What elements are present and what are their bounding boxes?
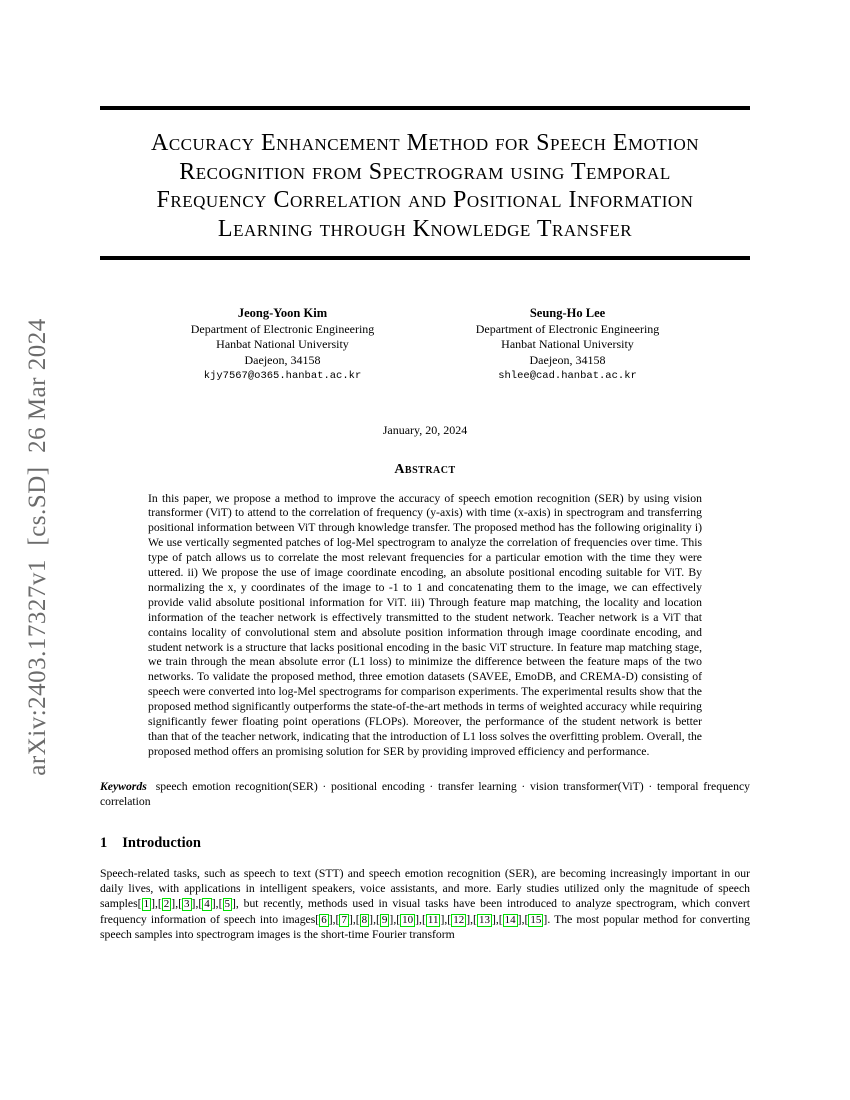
author-affiliation-line: Daejeon, 34158 bbox=[244, 352, 321, 367]
author-block-1 bbox=[140, 306, 425, 385]
title-rule-top bbox=[100, 106, 750, 110]
paper-date: January, 20, 2024 bbox=[382, 422, 468, 437]
author-affiliation-line: Hanbat National University bbox=[216, 337, 349, 351]
author-name: Seung-Ho Lee bbox=[529, 306, 606, 320]
arxiv-watermark: arXiv:2403.17327v1 [cs.SD] 26 Mar 2024 bbox=[24, 318, 51, 776]
citation-link[interactable]: [ 14 ] bbox=[498, 912, 522, 926]
keywords-text: speech emotion recognition(SER) · positional encoding · transfer learning · vision transformer(ViT) · temporal frequency correlation bbox=[100, 779, 750, 808]
author-affiliation-line: Department of Electronic Engineering bbox=[475, 321, 660, 336]
author-affiliation-line: Daejeon, 34158 bbox=[529, 352, 606, 367]
citation-link[interactable]: [ 1 ] bbox=[137, 897, 155, 911]
citation-link[interactable]: [ 2 ] bbox=[157, 897, 176, 911]
paper-title bbox=[100, 129, 750, 243]
authors-block bbox=[100, 306, 750, 385]
citation-link[interactable]: [ 10 ] bbox=[396, 912, 420, 926]
paper-title-line: Recognition from Spectrogram using Temporal bbox=[179, 158, 671, 185]
citation-link[interactable]: [ 11 ] bbox=[421, 912, 445, 926]
keywords-line bbox=[100, 779, 750, 809]
abstract-heading: Abstract bbox=[394, 461, 456, 477]
author-affiliation-line: Department of Electronic Engineering bbox=[190, 321, 375, 336]
section-title: Introduction bbox=[122, 834, 201, 851]
author-email[interactable]: shlee@cad.hanbat.ac.kr bbox=[498, 370, 637, 382]
citation-link[interactable]: [ 15 ] bbox=[524, 912, 548, 926]
paper-title-line: Learning through Knowledge Transfer bbox=[217, 215, 633, 242]
title-rule-bottom bbox=[100, 256, 750, 260]
section-number: 1 bbox=[100, 834, 108, 851]
paper-title-line: Accuracy Enhancement Method for Speech Emotion bbox=[150, 130, 700, 156]
citation-link[interactable]: [ 7 ] bbox=[335, 912, 353, 926]
author-name: Jeong-Yoon Kim bbox=[237, 306, 328, 320]
author-affiliation-line: Hanbat National University bbox=[501, 337, 634, 351]
author-email[interactable]: kjy7567@o365.hanbat.ac.kr bbox=[203, 370, 362, 382]
citation-link[interactable]: [ 6 ] bbox=[315, 912, 333, 926]
citation-link[interactable]: [ 8 ] bbox=[355, 912, 374, 926]
citation-link[interactable]: [ 9 ] bbox=[376, 912, 394, 926]
paper-title-line: Frequency Correlation and Positional Information bbox=[156, 187, 694, 213]
citation-link[interactable]: [ 4 ] bbox=[198, 897, 216, 911]
citation-link[interactable]: [ 12 ] bbox=[447, 912, 471, 926]
section-heading-introduction bbox=[100, 835, 750, 852]
citation-link[interactable]: [ 13 ] bbox=[473, 912, 496, 926]
intro-paragraph: Speech-related tasks, such as speech to text (STT) and speech emotion recognition (SER), are becoming increasingly important in our daily lives, with applications in intelligent speakers, voice assistants, and more. Early studies utilized only the magnitude of speech samples[ 1 ],[ 2 ],[ 3 ],[ 4 ],[ 5 ], but recently, methods used in visual tasks have been introduced to analyze spectrogram, which convert frequency information of speech into images[ 6 ],[ 7 ],[ 8 ],[ 9 ],[ 10 ],[ 11 ],[ 12 ],[ 13 ],[ 14 ],[ 15 ]. The most popular method for converting speech samples into spectrogram images is the short-time Fourier transform bbox=[100, 866, 750, 941]
page-content bbox=[100, 0, 750, 942]
keywords-label: Keywords bbox=[100, 779, 147, 793]
citation-link[interactable]: [ 3 ] bbox=[178, 897, 196, 911]
abstract-text: In this paper, we propose a method to improve the accuracy of speech emotion recognition (SER) by using vision transformer (ViT) to attend to the correlation of frequency (y-axis) with time (x-axis) in spectrogram and transferring positional information between ViT through knowledge transfer. The proposed method has the following originality i) We use vertically segmented patches of log-Mel spectrogram to analyze the correlation of frequencies over time. This type of patch allows us to correlate the most relevant frequencies for a particular emotion with the time they were uttered. ii) We propose the use of image coordinate encoding, an absolute positional encoding suitable for ViT. By normalizing the x, y coordinates of the image to -1 to 1 and concatenating them to the image, we can effectively provide valid absolute positional information for ViT. iii) Through feature map matching, the locality and location information of the teacher network is effectively transmitted to the student network. Teacher network is a ViT that contains locality of convolutional stem and absolute position information through image coordinate encoding, and student network is a structure that lacks positional encoding in the basic ViT structure. In feature map matching stage, we train through the mean absolute error (L1 loss) to minimize the difference between the feature maps of the two networks. To validate the proposed method, three emotion datasets (SAVEE, EmoDB, and CREMA-D) consisting of speech were converted into log-Mel spectrograms for comparison experiments. The experimental results show that the proposed method significantly outperforms the state-of-the-art methods in terms of weighted accuracy while requiring significantly fewer floating point operations (FLOPs). Moreover, the performance of the student network is better than that of the teacher network, indicating that the introduction of L1 loss solves the overfitting problem. Overall, the proposed method offers an promising solution for SER by providing improved efficiency and performance. bbox=[148, 491, 702, 758]
author-block-2 bbox=[425, 306, 710, 385]
citation-link[interactable]: [ 5 ] bbox=[218, 897, 236, 911]
